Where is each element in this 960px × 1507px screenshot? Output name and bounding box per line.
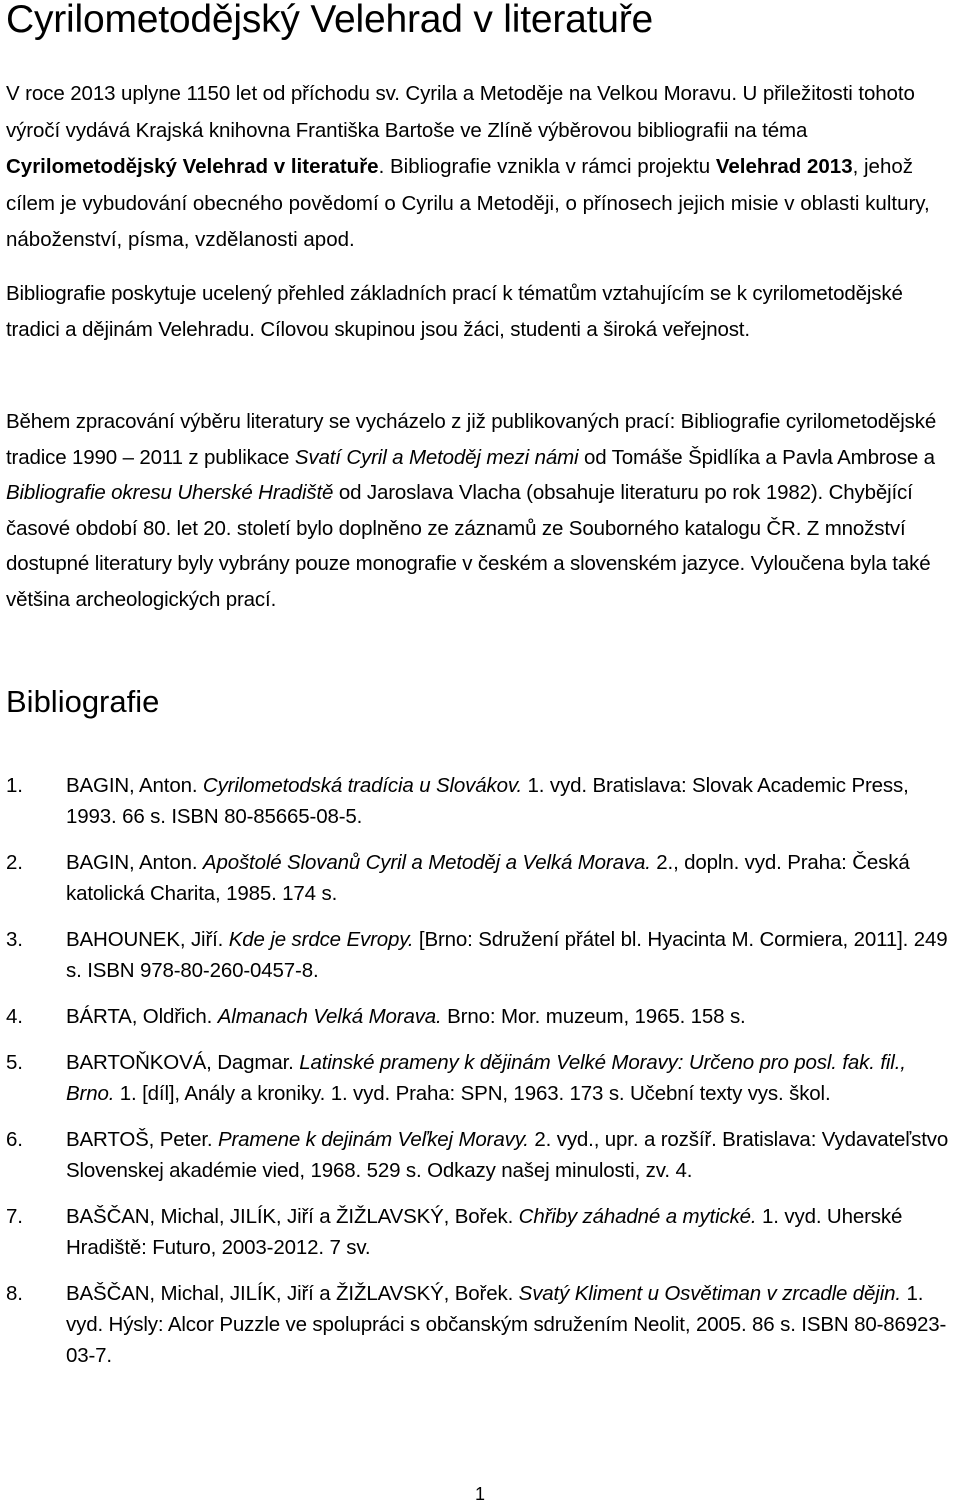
bibliography-entry — [6, 1124, 958, 1186]
entry-title: Svatý Kliment u Osvětiman v zrcadle dějin. — [518, 1282, 901, 1305]
entry-details: 1. [díl], Anály a kroniky. 1. vyd. Praha: SPN, 1963. 173 s. Učební texty vys. škol. — [114, 1082, 831, 1105]
intro-paragraph — [6, 76, 958, 259]
entry-title: Cyrilometodská tradícia u Slovákov. — [202, 774, 523, 797]
entry-number: 2. — [6, 851, 23, 874]
sources-text-2: od Tomáše Špidlíka a Pavla Ambrose a — [578, 445, 935, 469]
bibliography-list — [6, 770, 958, 1371]
entry-number: 3. — [6, 928, 23, 951]
entry-title: Kde je srdce Evropy. — [228, 928, 414, 951]
entry-title: Pramene k dejinám Veľkej Moravy. — [217, 1128, 529, 1151]
entry-author: BARTOŇKOVÁ, Dagmar. — [66, 1051, 300, 1074]
bibliography-heading: Bibliografie — [6, 684, 160, 719]
entry-author: BAGIN, Anton. — [66, 851, 203, 874]
sources-text-3: od Jaroslava Vlacha (obsahuje literaturu po rok 1982). Chybějící časové období 80. let 20. století bylo doplněno ze záznamů ze Souborného katalogu ČR. Z množství dostupné literatury byly vybrány pouze monografie v českém a slovenském jazyce. Vyloučena byla také většina archeologických prací. — [6, 481, 931, 611]
entry-details: [Brno: Sdružení přátel bl. Hyacinta M. Cormiera, 2011]. 249 s. ISBN 978-80-260-0457-8. — [66, 928, 948, 982]
entry-author: BAŠČAN, Michal, JILÍK, Jiří a ŽIŽLAVSKÝ, Bořek. — [66, 1282, 519, 1305]
entry-author: BARTOŠ, Peter. — [66, 1128, 218, 1151]
entry-author: BAŠČAN, Michal, JILÍK, Jiří a ŽIŽLAVSKÝ, Bořek. — [66, 1205, 519, 1228]
entry-title: Latinské prameny k dějinám Velké Moravy: Určeno pro posl. fak. fil., Brno. — [66, 1051, 906, 1105]
bibliography-entry — [6, 1201, 958, 1263]
entry-number: 1. — [6, 774, 23, 797]
bibliography-entry — [6, 1047, 958, 1109]
sources-book-2: Bibliografie okresu Uherské Hradiště — [6, 481, 334, 504]
intro-text-3: , jehož cílem je vybudování obecného povědomí o Cyrilu a Metoději, o přínosech jejich misie v oblasti kultury, náboženství, písma, vzdělanosti apod. — [6, 155, 930, 251]
entry-title: Chřiby záhadné a mytické. — [518, 1205, 757, 1228]
entry-author: BAGIN, Anton. — [66, 774, 203, 797]
bibliography-entry — [6, 924, 958, 986]
entry-author: BAHOUNEK, Jiří. — [66, 928, 229, 951]
entry-details: 1. vyd. Uherské Hradiště: Futuro, 2003-2012. 7 sv. — [66, 1205, 903, 1259]
entry-number: 8. — [6, 1282, 23, 1305]
entry-number: 5. — [6, 1051, 23, 1074]
intro-topic: Cyrilometodějský Velehrad v literatuře — [6, 155, 379, 178]
entry-details: Brno: Mor. muzeum, 1965. 158 s. — [441, 1005, 746, 1028]
entry-number: 4. — [6, 1005, 23, 1028]
entry-title: Apoštolé Slovanů Cyril a Metoděj a Velká Morava. — [202, 851, 651, 874]
entry-number: 7. — [6, 1205, 23, 1228]
bibliography-entry — [6, 1001, 958, 1032]
entry-details: 1. vyd. Bratislava: Slovak Academic Press, 1993. 66 s. ISBN 80-85665-08-5. — [66, 774, 909, 828]
entry-author: BÁRTA, Oldřich. — [66, 1005, 218, 1028]
entry-details: 2. vyd., upr. a rozšíř. Bratislava: Vydavateľstvo Slovenskej akadémie vied, 1968. 529 s. Odkazy našej minulosti, zv. 4. — [66, 1128, 949, 1182]
entry-title: Almanach Velká Morava. — [217, 1005, 442, 1028]
entry-number: 6. — [6, 1128, 23, 1151]
entry-details: 1. vyd. Hýsly: Alcor Puzzle ve spolupráci s občanským sdružením Neolit, 2005. 86 s. ISBN 80-86923-03-7. — [66, 1282, 947, 1367]
bibliography-entry — [6, 1278, 958, 1371]
page-number: 1 — [474, 1484, 485, 1504]
sources-book-1: Svatí Cyril a Metoděj mezi námi — [294, 445, 579, 469]
intro-project: Velehrad 2013 — [715, 155, 853, 178]
intro-text-1: V roce 2013 uplyne 1150 let od příchodu sv. Cyrila a Metoděje na Velkou Moravu. U přiležitosti tohoto výročí vydává Krajská knihovna Františka Bartoše ve Zlíně výběrovou bibliografii na téma — [6, 82, 915, 142]
sources-text-1: Během zpracování výběru literatury se vycházelo z již publikovaných prací: Bibliografie cyrilometodějské tradice 1990 – 2011 z publikace — [6, 410, 937, 469]
sources-paragraph — [6, 404, 958, 617]
intro-text-2: . Bibliografie vznikla v rámci projektu — [378, 155, 716, 178]
entry-details: 2., dopln. vyd. Praha: Česká katolická Charita, 1985. 174 s. — [66, 851, 910, 905]
bibliography-entry — [6, 847, 958, 909]
document-title: Cyrilometodějský Velehrad v literatuře — [6, 0, 654, 41]
scope-paragraph: Bibliografie poskytuje ucelený přehled základních prací k tématům vztahujícím se k cyrilometodějské tradici a dějinám Velehradu. Cílovou skupinou jsou žáci, studenti a široká veřejnost. — [6, 282, 903, 341]
bibliography-entry — [6, 770, 958, 832]
